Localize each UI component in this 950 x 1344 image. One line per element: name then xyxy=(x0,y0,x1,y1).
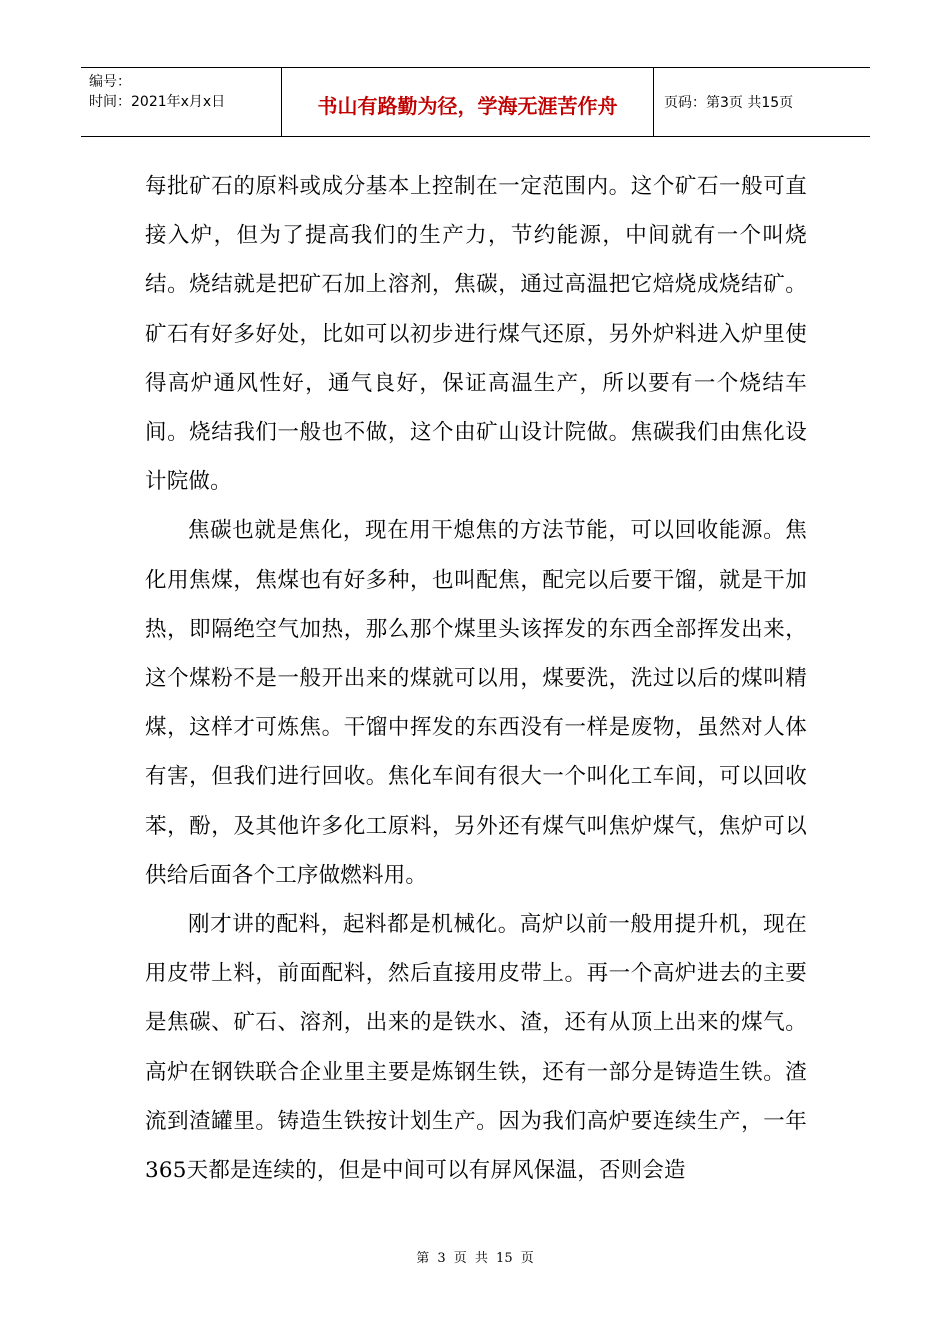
paragraph: 焦碳也就是焦化，现在用干熄焦的方法节能，可以回收能源。焦化用焦煤，焦煤也有好多种，也叫配焦，配完以后要干馏，就是干加热，即隔绝空气加热，那么那个煤里头该挥发的东西全部挥发出来，这个煤粉不是一般开出来的煤就可以用，煤要洗，洗过以后的煤叫精煤，这样才可炼焦。干馏中挥发的东西没有一样是废物，虽然对人体有害，但我们进行回收。焦化车间有很大一个叫化工车间，可以回收苯，酚，及其他许多化工原料，另外还有煤气叫焦炉煤气，焦炉可以供给后面各个工序做燃料用。 xyxy=(145,518,807,888)
header-motto: 书山有路勤为径，学海无涯苦作舟 xyxy=(282,68,654,136)
header-page-info: 页码：第3页 共15页 xyxy=(664,95,794,111)
page-header xyxy=(81,67,870,137)
time-label: 时间：2021年x月x日 xyxy=(89,94,226,110)
header-meta xyxy=(81,68,282,136)
document-body xyxy=(145,162,807,1195)
number-label: 编号： xyxy=(89,74,131,90)
page-footer: 第 3 页 共 15 页 xyxy=(416,1251,534,1266)
paragraph: 刚才讲的配料，起料都是机械化。高炉以前一般用提升机，现在用皮带上料，前面配料，然后直接用皮带上。再一个高炉进去的主要是焦碳、矿石、溶剂，出来的是铁水、渣，还有从顶上出来的煤气。高炉在钢铁联合企业里主要是炼钢生铁，还有一部分是铸造生铁。渣流到渣罐里。铸造生铁按计划生产。因为我们高炉要连续生产，一年365天都是连续的，但是中间可以有屏风保温，否则会造 xyxy=(145,912,807,1184)
paragraph: 每批矿石的原料或成分基本上控制在一定范围内。这个矿石一般可直接入炉，但为了提高我们的生产力，节约能源，中间就有一个叫烧结。烧结就是把矿石加上溶剂，焦碳，通过高温把它焙烧成烧结矿。矿石有好多好处，比如可以初步进行煤气还原，另外炉料进入炉里使得高炉通风性好，通气良好，保证高温生产，所以要有一个烧结车间。烧结我们一般也不做，这个由矿山设计院做。焦碳我们由焦化设计院做。 xyxy=(145,174,807,495)
